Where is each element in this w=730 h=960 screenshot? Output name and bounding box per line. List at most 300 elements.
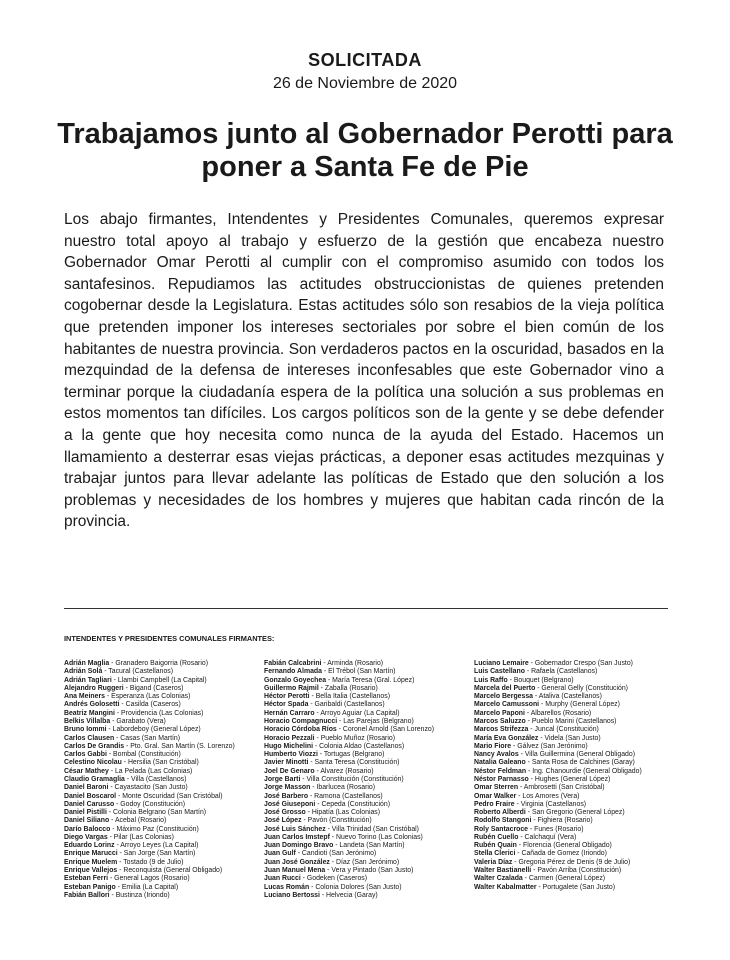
signer-name: Carlos Clausen [64, 734, 115, 742]
signer-locality: Juncal (Constitución) [534, 726, 599, 734]
signer-separator: - [525, 759, 532, 767]
signer-locality: Labordeboy (General López) [112, 726, 201, 734]
signer-entry [264, 668, 469, 676]
signer-name: Gonzalo Goyechea [264, 676, 327, 684]
signer-locality: Colonia Belgrano (San Martín) [113, 809, 207, 817]
signer-locality: Coronel Arnold (San Lorenzo) [342, 726, 435, 734]
signer-name: Guillermo Rajmil [264, 684, 319, 692]
signer-entry [474, 859, 674, 867]
signer-entry [264, 892, 469, 900]
signer-separator: - [106, 726, 113, 734]
signer-separator: - [511, 742, 518, 750]
signer-name: Néstor Parnasso [474, 775, 529, 783]
signer-name: Daniel Baroni [64, 784, 109, 792]
signer-locality: Pueblo Marini (Castellanos) [531, 717, 617, 725]
signer-entry [264, 842, 469, 850]
signer-entry [64, 726, 259, 734]
kicker-label: SOLICITADA [308, 50, 422, 70]
signer-name: Adrián Maglia [64, 660, 110, 667]
signer-entry [474, 809, 674, 817]
signer-locality: Santa Teresa (Constitución) [314, 759, 400, 767]
signer-entry [264, 884, 469, 892]
signer-entry [474, 834, 674, 842]
signer-separator: - [108, 767, 115, 775]
signer-name: Andrés Golosetti [64, 701, 120, 709]
signer-locality: Bombal (Constitución) [113, 751, 181, 759]
signer-locality: Tostado (9 de Julio) [123, 858, 184, 866]
signer-separator: - [106, 809, 114, 817]
signer-name: Hernán Carraro [264, 709, 315, 717]
signer-separator: - [522, 875, 529, 883]
signer-name: Rubén Cuello [474, 833, 519, 841]
signer-entry [64, 759, 259, 767]
signer-entry [474, 884, 674, 892]
signer-entry [474, 693, 674, 701]
signer-name: Horacio Compagnucci [264, 717, 338, 725]
signer-separator: - [314, 767, 321, 775]
signer-name: Joel De Genaro [264, 767, 315, 775]
signer-separator: - [525, 717, 532, 725]
signer-locality: Hipatía (Las Colonias) [311, 809, 381, 817]
signer-separator: - [308, 701, 315, 709]
signer-name: Celestino Nicolau [64, 759, 122, 767]
signer-separator: - [114, 842, 121, 850]
signer-name: Juan Carlos Imstepf [264, 833, 330, 841]
signer-locality: Ibarlucea (Rosario) [316, 784, 376, 792]
signer-locality: Esperanza (Las Colonias) [111, 693, 191, 701]
signer-entry [474, 867, 674, 875]
signer-entry [474, 784, 674, 792]
signer-separator: - [535, 684, 542, 692]
signer-separator: - [111, 676, 118, 684]
signer-separator: - [315, 800, 322, 808]
signer-name: José López [264, 817, 302, 825]
signer-separator: - [300, 875, 307, 883]
signer-separator: - [109, 891, 116, 899]
signer-separator: - [309, 693, 316, 701]
signer-locality: Providencia (Las Colonias) [121, 709, 204, 717]
signer-entry [64, 826, 259, 834]
signer-name: Pedro Fraire [474, 800, 515, 808]
signer-locality: Ambrosetti (San Cristóbal) [523, 784, 605, 792]
signer-name: Juan Gulf [264, 850, 296, 858]
signer-separator: - [317, 751, 324, 759]
signer-locality: Arroyo Aguiar (La Capital) [320, 709, 400, 717]
signer-separator: - [106, 751, 114, 759]
body-paragraph: Los abajo firmantes, Intendentes y Presidentes Comunales, queremos expresar nuestro total apoyo al trabajo y esfuerzo de la gestión que encabeza nuestro Gobernador Omar Perotti al cumplir con el compromiso asumido con todos los santafesinos. Repudiamos las actitudes obstruccionistas de quienes pretenden cogobernar desde la Legislatura. Estas actitudes sólo son resabios de la vieja política que pretenden imponer los intereses sectoriales por sobre el bien común de los habitantes de nuestra provincia. Son verdaderos pactos en la oscuridad, basados en la mezquindad de la defensa de intereses inconfesables que este Gobernador vino a terminar porque la ciudadanía espera de la política una solución a sus problemas en estos momentos tan difíciles. Los cargos políticos son de la gente y se debe defender a la gente que hoy necesita como nunca de la ayuda del Estado. Hacemos un llamamiento a desterrar esas viejas prácticas, a deponer esas actitudes mezquinas y trabajar juntos para llevar adelante las políticas de Estado que den solución a los problemas y necesidades de los hombres y mujeres que habitan cada rincón de la provincia. [64, 211, 664, 531]
signer-locality: Pavón (Constitución) [307, 817, 372, 825]
signer-separator: - [110, 717, 117, 725]
signer-entry [474, 710, 674, 718]
signer-entry [264, 793, 469, 801]
signer-name: Jorge Barti [264, 775, 301, 783]
signer-locality: Hersilia (San Cristóbal) [127, 759, 199, 767]
signer-name: Walter Kabalmatter [474, 883, 537, 891]
signer-locality: Casilda (Caseros) [125, 701, 181, 709]
signer-name: Rodolfo Stangoni [474, 817, 532, 825]
signer-separator: - [301, 817, 308, 825]
signer-locality: Villa Constitución (Constitución) [306, 775, 404, 783]
signer-name: María Eva González [474, 734, 539, 742]
signer-locality: Bouquet (Belgrano) [513, 676, 574, 684]
signer-entry [474, 668, 674, 676]
signer-separator: - [325, 867, 332, 875]
signer-separator: - [123, 684, 130, 692]
signer-locality: Arroyo Leyes (La Capital) [120, 842, 199, 850]
signer-entry [474, 718, 674, 726]
signers-column-3 [474, 660, 674, 892]
signer-entry [64, 875, 259, 883]
signer-locality: Godeken (Caseros) [306, 875, 368, 883]
signer-separator: - [518, 833, 525, 841]
signer-separator: - [515, 850, 522, 858]
signer-entry [264, 660, 469, 668]
signer-locality: Colonia Dolores (San Justo) [315, 883, 402, 891]
signer-locality: La Pelada (Las Colonias) [114, 767, 193, 775]
signer-separator: - [104, 693, 112, 701]
signer-separator: - [124, 775, 132, 783]
signer-entry [474, 759, 674, 767]
signer-entry [264, 768, 469, 776]
signer-separator: - [318, 684, 325, 692]
signer-name: Marcela del Puerto [474, 684, 536, 692]
signer-locality: Emilia (La Capital) [121, 883, 179, 891]
signer-entry [64, 817, 259, 825]
signer-name: José Luis Sánchez [264, 825, 326, 833]
signer-locality: Gobernador Crespo (San Justo) [534, 660, 633, 667]
signer-separator: - [107, 833, 114, 841]
signer-separator: - [313, 742, 320, 750]
publication-date: 26 de Noviembre de 2020 [272, 75, 458, 92]
signer-name: Alejandro Ruggeri [64, 684, 124, 692]
signer-entry [474, 793, 674, 801]
signer-name: Enrique Vallejos [64, 867, 118, 875]
signer-locality: Pavón Arriba (Constitución) [537, 867, 622, 875]
signer-locality: Máximo Paz (Constitución) [116, 825, 199, 833]
signer-separator: - [124, 742, 131, 750]
signer-entry [64, 842, 259, 850]
signer-name: Roberto Alberdi [474, 809, 526, 817]
signer-separator: - [300, 775, 307, 783]
signer-name: Luis Raffo [474, 676, 508, 684]
signer-locality: Hughes (General López) [534, 775, 611, 783]
signer-separator: - [528, 726, 535, 734]
signer-entry [64, 859, 259, 867]
signer-entry [474, 701, 674, 709]
signer-name: Natalia Galeano [474, 759, 526, 767]
signer-entry [64, 718, 259, 726]
signer-name: Omar Walker [474, 792, 517, 800]
signer-entry [474, 685, 674, 693]
signer-separator: - [531, 817, 538, 825]
signer-name: Fernando Almada [264, 668, 322, 676]
signer-name: Walter Czalada [474, 875, 523, 883]
signer-entry [264, 743, 469, 751]
signer-locality: San Jorge (San Martín) [123, 850, 196, 858]
signer-entry [474, 735, 674, 743]
signer-locality: Rafaela (Castellanos) [531, 668, 598, 676]
signer-locality: Díaz (San Jerónimo) [336, 858, 400, 866]
signer-locality: Las Parejas (Belgrano) [343, 717, 414, 725]
signer-locality: Vera y Pintado (San Justo) [331, 867, 414, 875]
signer-entry [474, 768, 674, 776]
signer-name: Horacio Pezzali [264, 734, 315, 742]
signer-entry [264, 801, 469, 809]
signer-entry [264, 809, 469, 817]
signer-locality: Zaballa (Rosario) [324, 684, 378, 692]
signer-locality: Garibaldi (Castellanos) [314, 701, 385, 709]
signer-name: Claudio Gramaglia [64, 775, 125, 783]
signer-separator: - [321, 668, 329, 676]
signer-name: Marcelo Camussoni [474, 701, 540, 709]
signer-entry [474, 817, 674, 825]
signer-entry [264, 718, 469, 726]
signer-entry [64, 693, 259, 701]
signer-separator: - [321, 660, 328, 667]
signer-separator: - [326, 676, 333, 684]
signer-separator: - [114, 800, 121, 808]
signer-entry [64, 809, 259, 817]
signer-separator: - [308, 792, 315, 800]
signer-separator: - [528, 775, 535, 783]
signer-entry [64, 677, 259, 685]
signer-separator: - [531, 867, 538, 875]
signer-locality: Llambi Campbell (La Capital) [117, 676, 207, 684]
signer-locality: Candioti (San Jerónimo) [301, 850, 377, 858]
signer-locality: Casas (San Martín) [120, 734, 181, 742]
signer-name: Marcelo Paponi [474, 709, 525, 717]
signer-entry [474, 726, 674, 734]
signer-locality: Tortugas (Belgrano) [323, 751, 385, 759]
signer-name: Belkis Villalba [64, 717, 111, 725]
signer-name: Mario Fiore [474, 742, 512, 750]
signer-entry [264, 726, 469, 734]
signer-name: Hugo Michelini [264, 742, 313, 750]
signer-entry [474, 826, 674, 834]
signer-name: Daniel Carusso [64, 800, 115, 808]
signer-entry [64, 793, 259, 801]
signer-name: Javier Minotti [264, 759, 309, 767]
signer-separator: - [117, 867, 124, 875]
signer-name: Luciano Lemaire [474, 660, 529, 667]
signer-locality: Villa Guillermina (General Obligado) [524, 751, 635, 759]
signer-name: Esteban Panigo [64, 883, 116, 891]
signer-name: Enrique Marucci [64, 850, 118, 858]
signer-separator: - [295, 850, 302, 858]
signer-name: Bruno Iommi [64, 726, 107, 734]
signer-entry [64, 735, 259, 743]
signer-entry [64, 892, 259, 900]
signer-name: Stella Clerici [474, 850, 516, 858]
signer-entry [264, 751, 469, 759]
signer-locality: Monte Oscuridad (San Cristóbal) [122, 792, 223, 800]
signer-separator: - [115, 883, 122, 891]
headline: Trabajamos junto al Gobernador Perotti para poner a Santa Fe de Pie [57, 118, 673, 183]
signer-name: Daniel Pistilli [64, 809, 107, 817]
signer-locality: Murphy (General López) [545, 701, 620, 709]
signer-locality: Gálvez (San Jerónimo) [517, 742, 588, 750]
signer-name: Adrián Solá [64, 668, 103, 676]
signer-separator: - [333, 842, 340, 850]
signer-entry [264, 850, 469, 858]
signer-locality: Ing. Chanourdie (General Obligado) [532, 767, 642, 775]
signer-separator: - [314, 734, 321, 742]
signer-entry [64, 776, 259, 784]
signer-entry [264, 784, 469, 792]
signer-name: Fabián Ballori [64, 891, 110, 899]
signer-separator: - [114, 734, 121, 742]
signer-entry [264, 859, 469, 867]
signer-name: Enrique Muelem [64, 858, 118, 866]
signer-entry [64, 743, 259, 751]
signer-separator: - [119, 701, 126, 709]
signer-entry [64, 801, 259, 809]
signer-separator: - [314, 709, 321, 717]
signer-entry [64, 710, 259, 718]
signer-entry [264, 701, 469, 709]
signer-name: Lucas Román [264, 883, 310, 891]
signer-entry [474, 660, 674, 668]
signer-separator: - [308, 759, 315, 767]
signer-entry [264, 693, 469, 701]
signer-locality: Colonia Aldao (Castellanos) [319, 742, 405, 750]
signer-separator: - [518, 751, 525, 759]
signer-name: Luciano Bertossi [264, 891, 320, 899]
signer-entry [64, 701, 259, 709]
signer-locality: Bigand (Caseros) [129, 684, 184, 692]
signer-name: Eduardo Lorinz [64, 842, 115, 850]
signer-separator: - [109, 660, 116, 667]
signer-locality: Villa Trinidad (San Cristóbal) [331, 825, 419, 833]
signer-name: Juan José González [264, 858, 330, 866]
signer-name: Nancy Avalos [474, 751, 519, 759]
signer-name: José Barbero [264, 792, 309, 800]
signer-name: Horacio Córdoba Ríos [264, 726, 337, 734]
signer-entry [64, 850, 259, 858]
signer-entry [64, 751, 259, 759]
signer-locality: Santa Rosa de Calchines (Garay) [531, 759, 635, 767]
signer-separator: - [305, 809, 312, 817]
signer-locality: Nuevo Torino (Las Colonias) [336, 833, 423, 841]
signers-column-1 [64, 660, 259, 900]
signer-separator: - [329, 858, 336, 866]
signer-entry [264, 776, 469, 784]
signer-name: Ana Meiners [64, 693, 105, 701]
signer-name: José Giuseponi [264, 800, 316, 808]
signer-name: Rubén Quain [474, 842, 517, 850]
signer-locality: Garabato (Vera) [116, 717, 166, 725]
signer-name: Adrián Tagliari [64, 676, 112, 684]
signer-locality: Bustinza (Iriondo) [115, 891, 170, 899]
signer-locality: Alvarez (Rosario) [320, 767, 374, 775]
signer-separator: - [536, 883, 543, 891]
signer-locality: Cepeda (Constitución) [321, 800, 390, 808]
signer-name: Héctor Perotti [264, 693, 310, 701]
signer-entry [474, 850, 674, 858]
signer-entry [264, 710, 469, 718]
signer-locality: Villa (Castellanos) [131, 775, 187, 783]
signer-separator: - [337, 717, 344, 725]
signer-name: Diego Vargas [64, 833, 108, 841]
signer-name: Daniel Boscarol [64, 792, 117, 800]
signer-locality: María Teresa (Gral. López) [332, 676, 415, 684]
signer-name: Marcos Saluzzo [474, 717, 526, 725]
signer-name: Valeria Díaz [474, 858, 513, 866]
signer-name: Marcos Strifezza [474, 726, 529, 734]
signer-separator: - [309, 883, 316, 891]
signer-entry [264, 867, 469, 875]
signer-locality: Gregoria Pérez de Denis (9 de Julio) [518, 858, 631, 866]
signer-name: Luis Castellano [474, 668, 525, 676]
signer-entry [64, 660, 259, 668]
signer-name: Héctor Spada [264, 701, 309, 709]
signer-entry [474, 743, 674, 751]
signer-locality: Cañada de Gomez (Iriondo) [521, 850, 607, 858]
signer-locality: Bella Italia (Castellanos) [315, 693, 391, 701]
signer-locality: Cayastacito (San Justo) [114, 784, 188, 792]
signer-name: Esteban Ferri [64, 875, 109, 883]
signer-entry [474, 751, 674, 759]
signer-separator: - [528, 660, 535, 667]
signer-separator: - [108, 875, 115, 883]
signer-entry [474, 875, 674, 883]
section-divider [64, 608, 668, 609]
signer-separator: - [319, 891, 327, 899]
signer-name: Omar Sterren [474, 784, 519, 792]
signer-entry [64, 867, 259, 875]
signer-separator: - [518, 784, 524, 792]
signer-entry [64, 668, 259, 676]
signer-entry [64, 685, 259, 693]
signer-locality: Reconquista (General Obligado) [123, 867, 223, 875]
signer-name: César Mathey [64, 767, 109, 775]
signer-name: Jorge Masson [264, 784, 311, 792]
signer-separator: - [526, 767, 533, 775]
signer-separator: - [117, 858, 124, 866]
signer-separator: - [512, 858, 519, 866]
signer-locality: Pueblo Muñoz (Rosario) [320, 734, 395, 742]
signer-name: Juan Domingo Bravo [264, 842, 334, 850]
signer-name: Roly Santacroce [474, 825, 528, 833]
signer-locality: General Gelly (Constitución) [541, 684, 628, 692]
signer-locality: Acebal (Rosario) [114, 817, 167, 825]
signer-name: Carlos Gabbi [64, 751, 107, 759]
signer-name: Beatriz Mangini [64, 709, 115, 717]
signer-separator: - [528, 825, 535, 833]
signers-column-2 [264, 660, 469, 900]
signer-entry [64, 768, 259, 776]
signer-name: Daniel Siliano [64, 817, 110, 825]
signer-entry [264, 685, 469, 693]
signer-separator: - [524, 709, 531, 717]
signer-name: Darío Balocco [64, 825, 111, 833]
signer-separator: - [516, 842, 523, 850]
signer-locality: Calchaquí (Vera) [524, 833, 577, 841]
signer-locality: Portugalete (San Justo) [542, 883, 616, 891]
signer-locality: Los Amores (Vera) [522, 792, 580, 800]
signer-name: Humberto Viozzi [264, 751, 318, 759]
signer-name: Juan Rucci [264, 875, 301, 883]
signer-separator: - [114, 709, 122, 717]
signer-entry [264, 826, 469, 834]
signer-name: José Grosso [264, 809, 306, 817]
signer-locality: General Lagos (Rosario) [114, 875, 190, 883]
signer-entry [474, 776, 674, 784]
signer-name: Marcelo Bergessa [474, 693, 533, 701]
signer-locality: Funes (Rosario) [534, 825, 584, 833]
signer-entry [264, 735, 469, 743]
signer-locality: Arminda (Rosario) [327, 660, 384, 667]
